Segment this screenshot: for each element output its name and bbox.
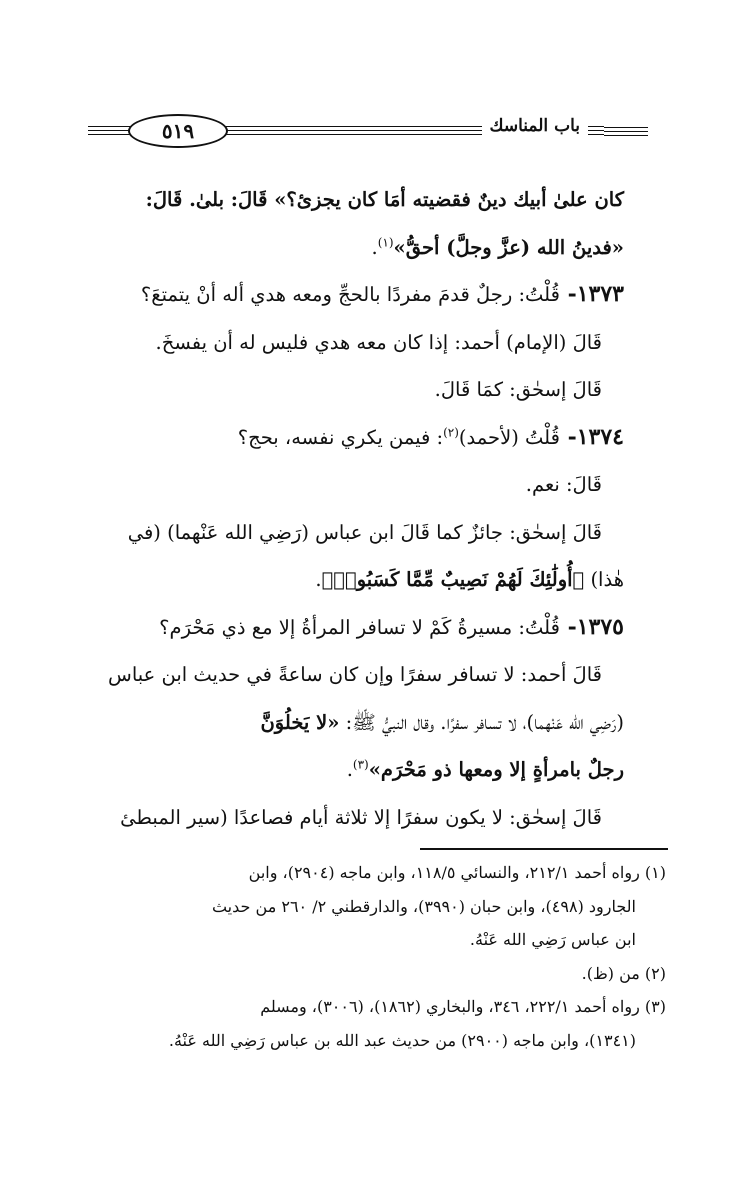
- answer-ahmad: قَالَ أحمد: لا تسافر سفرًا وإن كان ساعةً في حديث ابن عباس: [108, 663, 602, 686]
- question-number: ١٣٧٥-: [559, 613, 624, 640]
- page-number: ٥١٩: [128, 114, 228, 148]
- footnotes: [86, 856, 666, 1057]
- question-number: ١٣٧٣-: [559, 281, 624, 307]
- quran-verse: ﴿أُولَٰئِكَ لَهُمْ نَصِيبٌ مِّمَّا كَسَبُوا۟﴾: [321, 568, 585, 591]
- hadith-quote: رجلٌ بامرأةٍ إلا ومعها ذو مَحْرَم»: [368, 758, 624, 781]
- answer-ahmad: قَالَ: نعم.: [525, 473, 602, 496]
- text-line: [86, 224, 624, 272]
- chapter-title: باب المناسك: [482, 116, 588, 136]
- answer-ishaq: قَالَ إسحٰق: كمَا قَالَ.: [434, 378, 602, 401]
- main-text: [86, 176, 624, 841]
- answer-ahmad: قَالَ (الإمام) أحمد: إذا كان معه هدي فليس له أن يفسخَ.: [155, 330, 602, 354]
- hadith-quote: «فدينُ الله (عزَّ وجلَّ) أحقُّ»: [393, 235, 624, 259]
- footnote-ref: (٣): [352, 757, 369, 772]
- text-line: [86, 746, 624, 794]
- footnote-ref: (٢): [443, 425, 459, 439]
- answer-ishaq: قَالَ إسحٰق: لا يكون سفرًا إلا ثلاثة أيام فصاعدًا (سير المبطئ: [120, 805, 602, 829]
- question-number: ١٣٧٤-: [559, 423, 624, 450]
- footnote-1-cont: الجارود (٤٩٨)، وابن حبان (٣٩٩٠)، والدارقطني ٢/ ٢٦٠ من حديث: [211, 896, 636, 916]
- text-line: كان علىٰ أبيك دينٌ فقضيته أمَا كان يجزئ؟» قَالَ: بلىٰ. قَالَ:: [145, 188, 624, 211]
- footnote-3-cont: (١٣٤١)، وابن ماجه (٢٩٠٠) من حديث عبد الله بن عباس رَضِي الله عَنْهُ.: [168, 1030, 636, 1050]
- header-ornament: [604, 124, 648, 138]
- punctuation: .: [371, 235, 378, 259]
- hadith-quote: «لا يَخلُوَنَّ: [260, 710, 340, 734]
- answer-ishaq: قَالَ إسحٰق: جائزٌ كما قَالَ ابن عباس (رَضِي الله عَنْهما) (في: [127, 520, 602, 544]
- question-1373: [86, 271, 624, 319]
- question-text: قُلْتُ: رجلٌ قدمَ مفردًا بالحجِّ ومعه هدي أله أنْ يتمتعَ؟: [140, 283, 560, 306]
- footnote-ref: (١): [377, 235, 394, 249]
- question-text: قُلْتُ (لأحمد): [458, 425, 560, 449]
- page-header: [88, 108, 648, 148]
- text-line: [86, 556, 624, 604]
- punctuation: .: [315, 568, 322, 591]
- question-text: : فيمن يكري نفسه، بحج؟: [237, 425, 444, 449]
- text-span: (رَضِي الله عَنْهما)، لا تسافر سفرًا. وقال النبيُّ ﷺ:: [339, 710, 624, 734]
- footnote-2: (٢) من (ظ).: [581, 963, 666, 983]
- text-line: [86, 699, 624, 747]
- footnote-separator: [420, 848, 668, 850]
- footnote-1-cont: ابن عباس رَضِي الله عَنْهُ.: [469, 930, 636, 949]
- footnote-1: (١) رواه أحمد ٢١٢/١، والنسائي ١١٨/٥، وابن ماجه (٢٩٠٤)، وابن: [248, 863, 666, 882]
- question-1375: [86, 604, 624, 652]
- punctuation: .: [346, 758, 353, 781]
- footnote-3: (٣) رواه أحمد ٢٢٢/١، ٣٤٦، والبخاري (١٨٦٢)، (٣٠٠٦)، ومسلم: [260, 997, 666, 1016]
- question-1374: [86, 414, 624, 462]
- text-span: هٰذا): [584, 568, 624, 591]
- question-text: قُلْتُ: مسيرةُ كَمْ لا تسافر المرأةُ إلا مع ذي مَحْرَم؟: [159, 615, 560, 639]
